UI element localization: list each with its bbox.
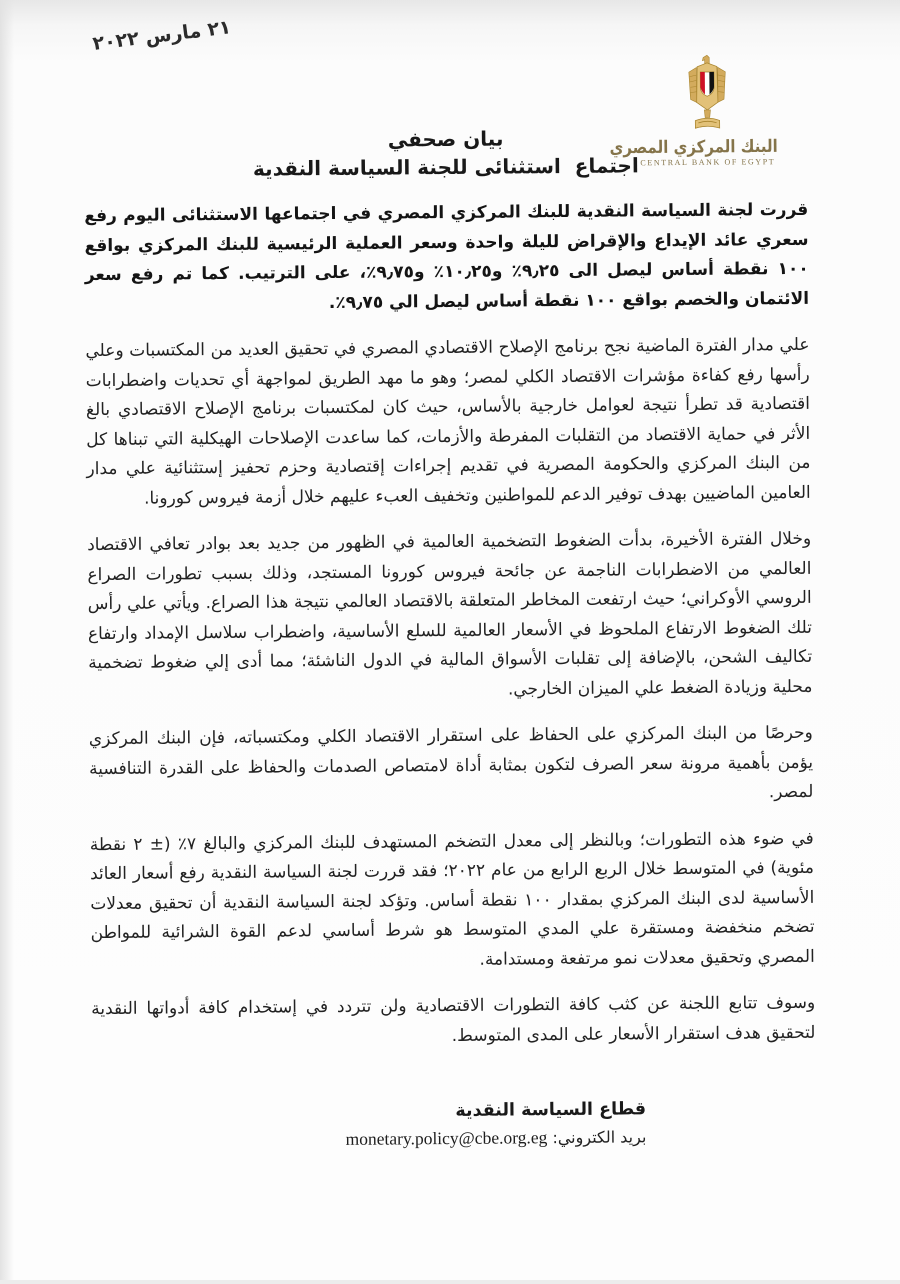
paragraph-reform-program: علي مدار الفترة الماضية نجح برنامج الإصلاح الاقتصادي المصري في تحقيق العديد من المكتسبات وعلي رأسها رفع كفاءة مؤشرات الاقتصاد الكلي لمصر؛ وهو ما مهد الطريق لمواجهة أي تحديات واضطرابات اقتصادية قد تطرأ نتيجة لعوامل خارجية بالأساس، حيث كان لمكتسبات برنامج الإصلاح الاقتصادي بالغ الأثر في حماية الاقتصاد من التقلبات المفرطة والأزمات، كما ساعدت الإصلاحات الهيكلية التي تبناها كل من البنك المركزي والحكومة المصرية في تقديم إجراءات إقتصادية وحزم تحفيز إستثنائية علي مدار العامين الماضيين بهدف توفير الدعم للمواطنين وتخفيف العبء عليهم خلال أزمة فيروس كورونا. — [85, 334, 811, 509]
paragraph-decision: قررت لجنة السياسة النقدية للبنك المركزي المصري في اجتماعها الاستثنائى اليوم رفع سعري عائد الإيداع والإقراض لليلة واحدة وسعر العملية الرئيسية للبنك المركزي بواقع ١٠٠ نقطة أساس ليصل الى ٩٫٢٥٪ و١٠٫٢٥٪ و٩٫٧٥٪، على الترتيب. كما تم رفع سعر الائتمان والخصم بواقع ١٠٠ نقطة أساس ليصل الي ٩٫٧٥٪. — [84, 199, 810, 313]
press-release-title: بيان صحفي — [387, 126, 504, 152]
paragraph-exchange-rate: وحرصًا من البنك المركزي على الحفاظ على استقرار الاقتصاد الكلي ومكتسباته، فإن البنك المركزي يؤمن بأهمية مرونة سعر الصرف لتكون بمثابة أداة لامتصاص الصدمات والحفاظ على القدرة التنافسية لمصر. — [88, 722, 814, 803]
document-footer — [345, 1099, 646, 1150]
paragraph-inflation-target: في ضوء هذه التطورات؛ وبالنظر إلى معدل التضخم المستهدف للبنك المركزي والبالغ ٧٪ (± ٢ نقطة مئوية) في المتوسط خلال الربع الرابع من عام ٢٠٢٢؛ فقد قررت لجنة السياسة النقدية رفع أسعار العائد الأساسية لدى البنك المركزي بمقدار ١٠٠ نقطة أساس. وتؤكد لجنة السياسة النقدية أن تحقيق معدلات تضخم منخفضة ومستقرة علي المدي المتوسط هو شرط أساسي لدعم القوة الشرائية للمواطن المصري وتحقيق معدلات نمو مرتفعة ومستدامة. — [89, 828, 815, 970]
email-label: بريد الكتروني: — [552, 1127, 647, 1148]
eagle-emblem-icon — [684, 54, 731, 136]
email-address: monetary.policy@cbe.org.eg — [345, 1127, 548, 1149]
footer-department: قطاع السياسة النقدية — [455, 1099, 647, 1121]
footer-email-line — [345, 1126, 646, 1150]
document-titles — [0, 123, 896, 183]
paragraph-closing: وسوف تتابع اللجنة عن كثب كافة التطورات الاقتصادية ولن تتردد في إستخدام كافة أدواتها النقدية لتحقيق هدف استقرار الأسعار على المدى المتوسط. — [91, 992, 816, 1046]
date-stamp: ٢١ مارس ٢٠٢٢ — [91, 16, 232, 56]
document-body — [84, 196, 816, 1071]
logo-english-name: CENTRAL BANK OF EGYPT — [640, 156, 776, 167]
logo-arabic-name: البنك المركزي المصري — [609, 135, 778, 158]
paragraph-global-inflation: وخلال الفترة الأخيرة، بدأت الضغوط التضخمية العالمية في الظهور من جديد بعد بوادر تعافي الاقتصاد العالمي من الاضطرابات الناجمة عن جائحة فيروس كورونا المستجد، وذلك بسبب تطورات الصراع الروسي الأوكراني؛ حيث ارتفعت المخاطر المتعلقة بالاقتصاد العالمي نتيجة هذا الصراع. ويأتي علي رأس تلك الضغوط الارتفاع الملحوظ في الأسعار العالمية للسلع الأساسية، واضطراب سلاسل الإمداد وارتفاع تكاليف الشحن، بالإضافة إلى تقلبات الأسواق المالية في الدول الناشئة؛ مما أدى إلي ضغوط تضخمية محلية وزيادة الضغط علي الميزان الخارجي. — [87, 528, 813, 699]
meeting-subtitle: اجتماع استثنائى للجنة السياسة النقدية — [252, 153, 639, 181]
